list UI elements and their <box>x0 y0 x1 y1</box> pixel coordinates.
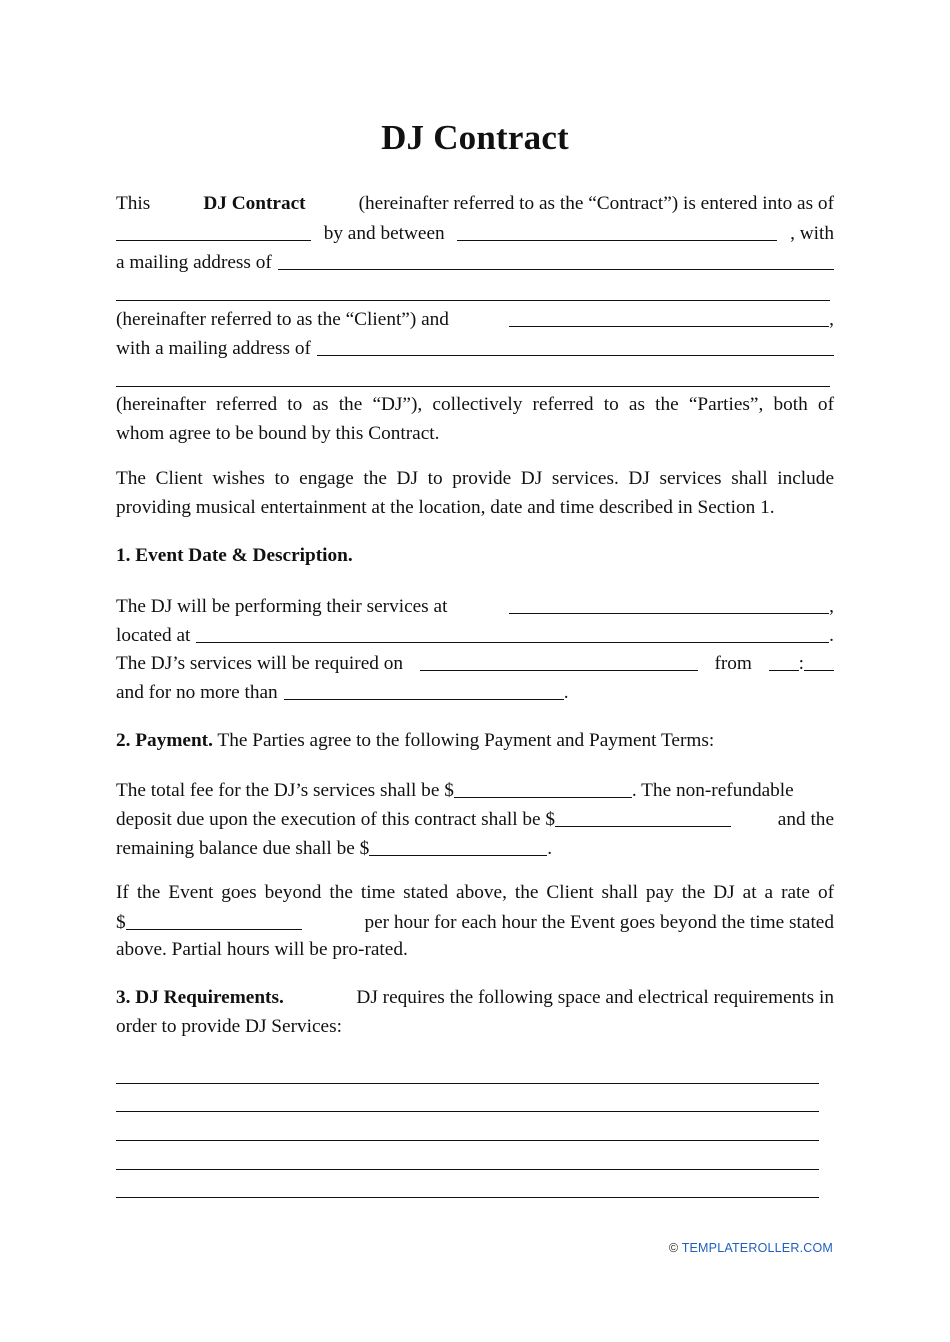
section-text: . <box>829 625 834 646</box>
section-3-line-2: order to provide DJ Services: <box>116 1016 342 1037</box>
section-text: The Parties agree to the following Payment and Payment Terms: <box>217 730 715 751</box>
requirements-blank-4[interactable] <box>116 1169 819 1170</box>
intro-line-9: whom agree to be bound by this Contract. <box>116 423 440 444</box>
section-text: remaining balance due shall be $ <box>116 838 370 859</box>
overtime-line-1: If the Event goes beyond the time stated above, the Client shall pay the DJ at a rate of <box>116 882 834 903</box>
overtime-line-3: above. Partial hours will be pro-rated. <box>116 939 408 960</box>
section-text: : <box>798 653 804 674</box>
section-text: , <box>829 596 834 617</box>
venue-address-blank[interactable] <box>196 623 829 643</box>
section-3-heading-line <box>116 984 834 1013</box>
intro-text: (hereinafter referred to as the “Contract”) is entered into as of <box>358 193 834 214</box>
payment-line-2 <box>116 805 834 835</box>
section-text: . The non-refundable <box>631 780 794 801</box>
intro-line-5 <box>116 305 834 335</box>
purpose-line-1: The Client wishes to engage the DJ to provide DJ services. DJ services shall include <box>116 468 834 489</box>
section-1-line-1 <box>116 592 834 622</box>
client-name-blank[interactable] <box>457 221 777 241</box>
footer-brand-link[interactable]: TEMPLATEROLLER.COM <box>681 1241 833 1255</box>
intro-text: a mailing address of <box>116 252 272 273</box>
date-blank[interactable] <box>116 221 311 241</box>
section-1-line-3 <box>116 649 834 679</box>
section-3-heading: 3. DJ Requirements. <box>116 987 284 1008</box>
section-text: . <box>547 838 553 859</box>
start-hour-blank[interactable] <box>769 651 799 671</box>
section-text: DJ requires the following space and electrical requirements in <box>356 987 834 1008</box>
intro-text: , <box>829 309 834 330</box>
start-minute-blank[interactable] <box>804 651 834 671</box>
intro-text: with a mailing address of <box>116 338 311 359</box>
document-title: DJ Contract <box>381 118 569 157</box>
client-address-blank-2[interactable] <box>116 300 830 301</box>
intro-line-6 <box>116 334 834 364</box>
section-2-heading-line <box>116 727 714 756</box>
intro-line-2 <box>116 219 834 249</box>
section-1-line-4 <box>116 678 834 708</box>
section-text: per hour for each hour the Event goes beyond the time stated <box>364 912 834 933</box>
section-text: The DJ’s services will be required on <box>116 653 403 674</box>
event-date-blank[interactable] <box>420 651 698 671</box>
intro-line-3 <box>116 248 834 278</box>
footer-credit <box>669 1241 833 1255</box>
copyright-symbol: © <box>668 1241 679 1255</box>
section-text: . <box>563 682 569 703</box>
section-1-heading: 1. Event Date & Description. <box>116 545 353 566</box>
section-text: The DJ will be performing their services at <box>116 596 448 617</box>
dj-name-blank[interactable] <box>509 307 829 327</box>
client-address-blank-1[interactable] <box>278 250 834 270</box>
intro-bold-name: DJ Contract <box>203 193 306 214</box>
intro-text: , with <box>790 223 834 244</box>
requirements-blank-5[interactable] <box>116 1197 819 1198</box>
section-text: located at <box>116 625 191 646</box>
section-text: deposit due upon the execution of this contract shall be $ <box>116 809 556 830</box>
purpose-line-2: providing musical entertainment at the location, date and time described in Section 1. <box>116 497 775 518</box>
intro-line-1 <box>116 190 834 219</box>
total-fee-blank[interactable] <box>454 778 632 798</box>
section-text: $ <box>116 912 126 933</box>
venue-blank[interactable] <box>509 594 829 614</box>
dj-address-blank-1[interactable] <box>317 336 834 356</box>
requirements-blank-2[interactable] <box>116 1111 819 1112</box>
section-1-line-2 <box>116 621 834 651</box>
intro-text: This <box>116 193 151 214</box>
payment-line-3 <box>116 834 834 864</box>
section-text: and the <box>777 809 834 830</box>
payment-line-1 <box>116 776 834 806</box>
deposit-blank[interactable] <box>555 807 731 827</box>
intro-line-8: (hereinafter referred to as the “DJ”), collectively referred to as the “Parties”, both of <box>116 394 834 415</box>
section-2-heading: 2. Payment. <box>116 730 213 751</box>
section-text: and for no more than <box>116 682 278 703</box>
dj-address-blank-2[interactable] <box>116 386 830 387</box>
section-text: from <box>714 653 752 674</box>
intro-text: by and between <box>323 223 445 244</box>
hourly-rate-blank[interactable] <box>126 910 302 930</box>
intro-text: (hereinafter referred to as the “Client”) and <box>116 309 449 330</box>
overtime-line-2 <box>116 908 834 938</box>
section-text: The total fee for the DJ’s services shall be $ <box>116 780 454 801</box>
duration-blank[interactable] <box>284 680 564 700</box>
requirements-blank-3[interactable] <box>116 1140 819 1141</box>
balance-blank[interactable] <box>369 836 547 856</box>
requirements-blank-1[interactable] <box>116 1083 819 1084</box>
